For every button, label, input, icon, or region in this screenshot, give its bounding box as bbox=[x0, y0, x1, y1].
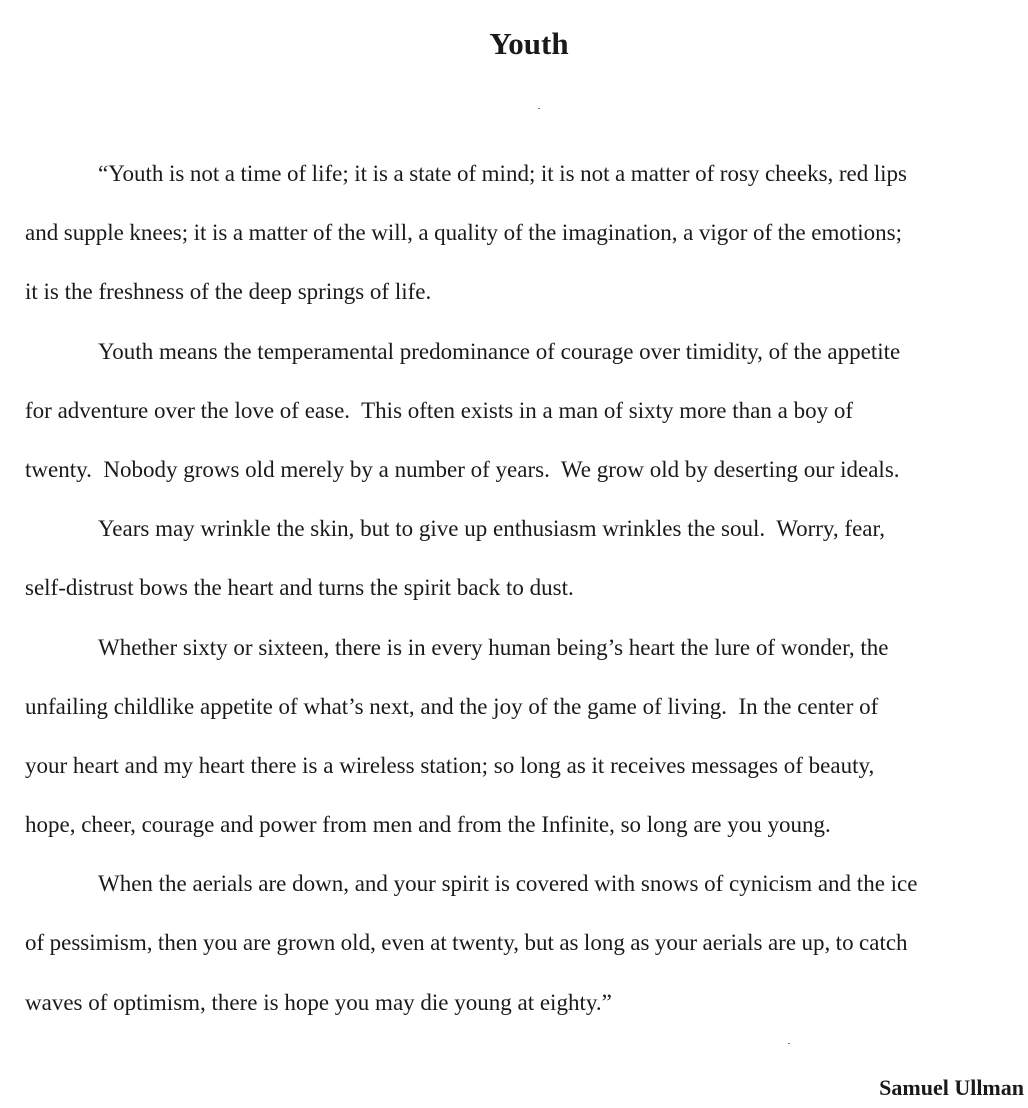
document-title: Youth bbox=[489, 26, 569, 61]
paragraph-3-line-2: self-distrust bows the heart and turns the spirit back to dust. bbox=[25, 575, 574, 601]
paragraph-5-line-2: of pessimism, then you are grown old, even at twenty, but as long as your aerials are up, to catch bbox=[25, 930, 908, 956]
paragraph-1-line-2: and supple knees; it is a matter of the will, a quality of the imagination, a vigor of the emotions; bbox=[25, 220, 903, 246]
paragraph-2-line-2: for adventure over the love of ease. This often exists in a man of sixty more than a boy of bbox=[25, 397, 853, 423]
paragraph-4-line-3: your heart and my heart there is a wireless station; so long as it receives messages of beauty, bbox=[25, 752, 875, 778]
paragraph-4-line-4: hope, cheer, courage and power from men and from the Infinite, so long are you young. bbox=[25, 812, 831, 838]
paragraph-1-line-1: “Youth is not a time of life; it is a state of mind; it is not a matter of rosy cheeks, red lips bbox=[98, 161, 907, 186]
scan-speck bbox=[788, 1043, 790, 1044]
paragraph-5-line-3: waves of optimism, there is hope you may die young at eighty.” bbox=[25, 989, 612, 1015]
paragraph-3-line-1: Years may wrinkle the skin, but to give up enthusiasm wrinkles the soul. Worry, fear, bbox=[98, 516, 885, 542]
paragraph-2-line-3: twenty. Nobody grows old merely by a number of years. We grow old by deserting our ideals. bbox=[25, 456, 900, 482]
paragraph-4-line-1: Whether sixty or sixteen, there is in every human being’s heart the lure of wonder, the bbox=[98, 634, 889, 660]
paragraph-5-line-1: When the aerials are down, and your spirit is covered with snows of cynicism and the ice bbox=[98, 871, 918, 897]
paragraph-1-line-3: it is the freshness of the deep springs of life. bbox=[25, 279, 432, 305]
scan-speck bbox=[538, 108, 540, 109]
poem-body bbox=[25, 144, 1025, 1032]
paragraph-4-line-2: unfailing childlike appetite of what’s next, and the joy of the game of living. In the center of bbox=[25, 693, 879, 719]
paragraph-2-line-1: Youth means the temperamental predominance of courage over timidity, of the appetite bbox=[98, 338, 901, 364]
author-signature: Samuel Ullman bbox=[879, 1075, 1024, 1100]
